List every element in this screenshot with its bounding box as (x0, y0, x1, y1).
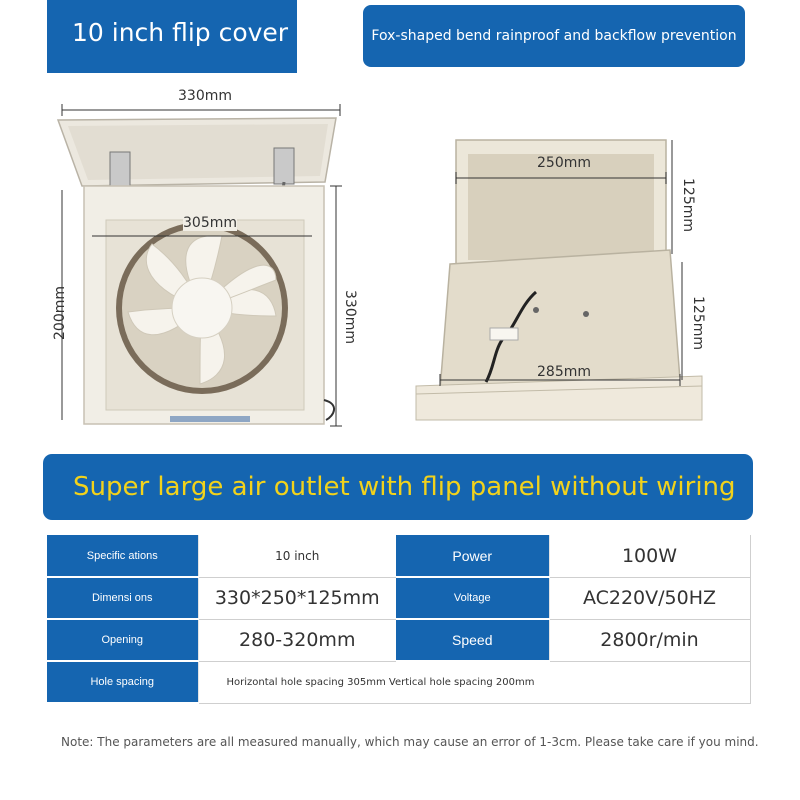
dim-box-bottom-width: 285mm (537, 364, 591, 380)
feature-banner: Super large air outlet with flip panel without wiring (43, 454, 753, 520)
table-row (47, 535, 750, 577)
table-row (47, 661, 750, 703)
dim-inner-width: 305mm (183, 215, 237, 231)
spec-header-opening: Opening (47, 619, 198, 661)
dim-box-lower-depth: 125mm (690, 296, 706, 350)
measurement-note: Note: The parameters are all measured manually, which may cause an error of 1-3cm. Please take care if you mind. (61, 735, 759, 749)
spec-header-power: Power (396, 535, 549, 577)
spec-value-voltage: AC220V/50HZ (549, 577, 750, 619)
dim-right-height: 330mm (342, 290, 358, 344)
product-title: 10 inch flip cover (47, 0, 297, 73)
spec-value-opening: 280-320mm (198, 619, 396, 661)
spec-table (47, 535, 751, 704)
table-row (47, 577, 750, 619)
spec-value-speed: 2800r/min (549, 619, 750, 661)
dim-top-width: 330mm (178, 88, 232, 104)
spec-value-hole-spacing: Horizontal hole spacing 305mm Vertical hole spacing 200mm (198, 661, 750, 703)
dim-box-top-width: 250mm (537, 155, 591, 171)
spec-header-voltage: Voltage (396, 577, 549, 619)
fan-front-photo (40, 90, 370, 440)
spec-header-specifications: Specific ations (47, 535, 198, 577)
spec-header-hole-spacing: Hole spacing (47, 661, 198, 703)
spec-value-size: 10 inch (198, 535, 396, 577)
feature-tagline: Fox-shaped bend rainproof and backflow prevention (363, 5, 745, 67)
spec-value-power: 100W (549, 535, 750, 577)
table-row (47, 619, 750, 661)
spec-header-dimensions: Dimensi ons (47, 577, 198, 619)
spec-value-dimensions: 330*250*125mm (198, 577, 396, 619)
spec-header-speed: Speed (396, 619, 549, 661)
dim-left-height: 200mm (52, 286, 68, 340)
box-side-photo (410, 130, 710, 430)
dim-box-upper-depth: 125mm (680, 178, 696, 232)
